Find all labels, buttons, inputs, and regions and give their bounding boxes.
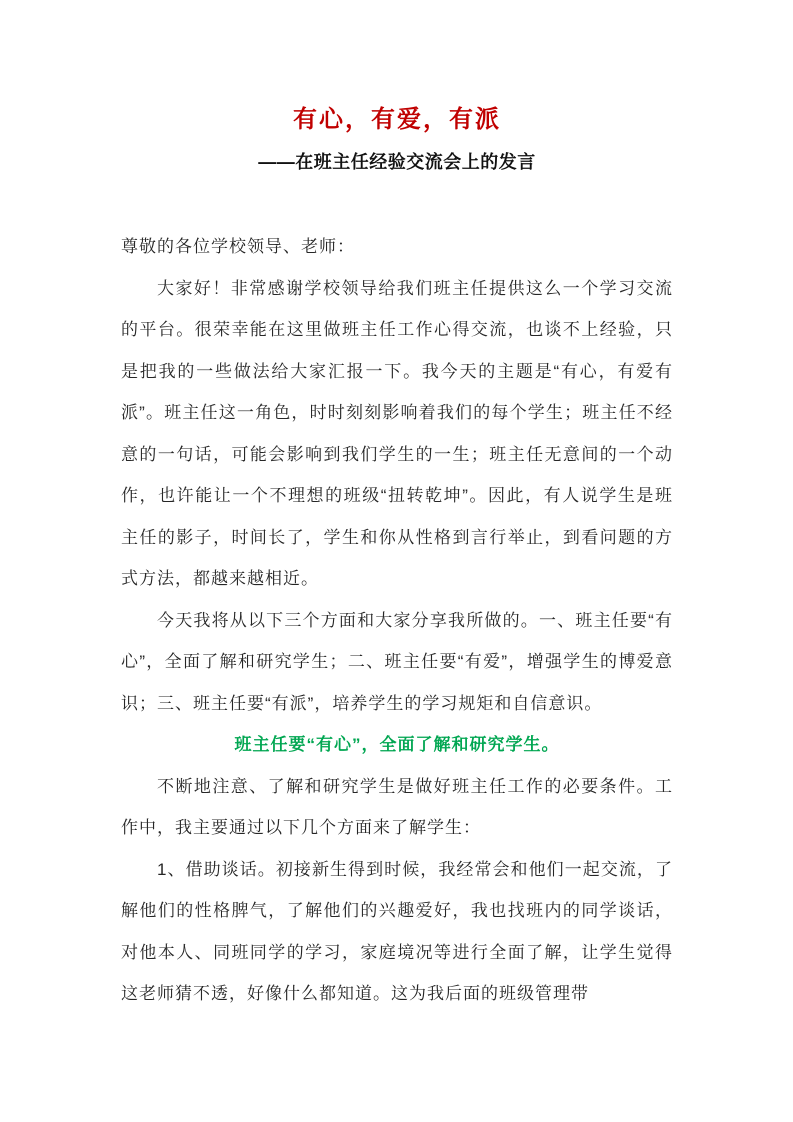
title-body-spacer	[121, 180, 673, 226]
document-body	[121, 226, 673, 1015]
section-heading: 班主任要“有心”，全面了解和研究学生。	[234, 735, 560, 754]
paragraph: 尊敬的各位学校领导、老师：	[121, 237, 355, 256]
paragraph: 不断地注意、了解和研究学生是做好班主任工作的必要条件。工作中，我主要通过以下几个方面来了解学生：	[121, 776, 673, 837]
document-title: 有心，有爱，有派	[293, 106, 501, 133]
paragraph: 1、借助谈话。初接新生得到时候，我经常会和他们一起交流，了解他们的性格脾气，了解他们的兴趣爱好，我也找班内的同学谈话，对他本人、同班同学的学习，家庭境况等进行全面了解，让学生觉得这老师猜不透，好像什么都知道。这为我后面的班级管理带	[121, 859, 673, 1003]
document-subtitle: ——在班主任经验交流会上的发言	[258, 152, 536, 172]
paragraph: 大家好！非常感谢学校领导给我们班主任提供这么一个学习交流的平台。很荣幸能在这里做班主任工作心得交流，也谈不上经验，只是把我的一些做法给大家汇报一下。我今天的主题是“有心，有爱有派”。班主任这一角色，时时刻刻影响着我们的每个学生；班主任不经意的一句话，可能会影响到我们学生的一生；班主任无意间的一个动作，也许能让一个不理想的班级“扭转乾坤”。因此，有人说学生是班主任的影子，时间长了，学生和你从性格到言行举止，到看问题的方式方法，都越来越相近。	[121, 278, 673, 588]
paragraph: 今天我将从以下三个方面和大家分享我所做的。一、班主任要“有心”，全面了解和研究学生；二、班主任要“有爱”，增强学生的博爱意识；三、班主任要“有派”，培养学生的学习规矩和自信意识。	[121, 610, 673, 713]
